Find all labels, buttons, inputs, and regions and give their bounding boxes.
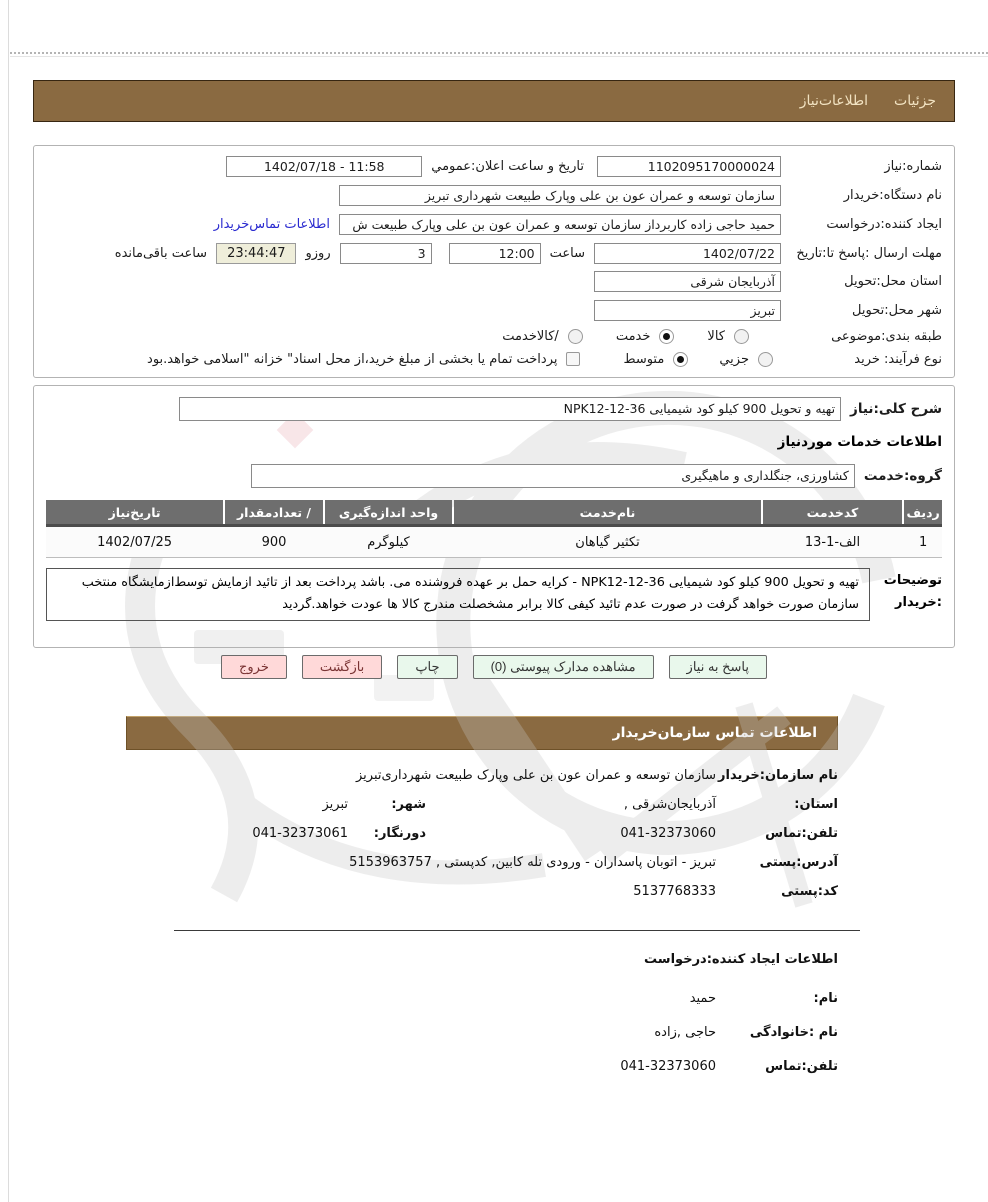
buyer-contact-link[interactable]: اطلاعات تماس‌خریدار (213, 216, 330, 232)
table-row (46, 527, 942, 558)
row-org-province-city (126, 797, 838, 817)
back-button[interactable]: بازگشت (302, 655, 382, 679)
need-general-info-box (33, 145, 955, 378)
org-contact-heading: اطلاعات تماس سازمان‌خریدار (612, 725, 817, 741)
process-type-label: نوع فرآیند: خرید (854, 351, 942, 367)
creator-info-section (126, 952, 838, 1088)
org-name-label: نام سازمان:خریدار (718, 768, 838, 783)
remaining-days-field[interactable]: 3 (340, 243, 432, 264)
buyer-notes-row (46, 568, 942, 621)
announce-datetime-label: تاریخ و ساعت اعلان:عمومي (431, 159, 584, 174)
org-postal-label: کد:پستی (781, 884, 838, 899)
radio-minor-label: جزیي (719, 351, 749, 367)
creator-first-name-label: نام: (813, 991, 838, 1006)
delivery-city-label: شهر محل:تحویل (852, 303, 942, 319)
respond-to-need-button[interactable]: پاسخ به نیاز (669, 655, 767, 679)
org-address-value: تبریز - اتوبان پاسداران - ورودی تله کابین, کدپستی , 5153963757 (349, 855, 716, 870)
row-buyer-org (46, 185, 942, 206)
services-section-heading: اطلاعات خدمات موردنیاز (777, 434, 942, 450)
deadline-hour-label: ساعت (549, 245, 585, 261)
col-quantity: / تعدادمقدار (225, 500, 323, 524)
need-number-label: شماره:نیاز (884, 159, 942, 174)
radio-goods[interactable] (734, 329, 749, 344)
row-process-type (46, 352, 942, 367)
top-tab-bar (33, 80, 955, 122)
row-creator-first-name (126, 991, 838, 1011)
org-province-label: استان: (794, 797, 838, 812)
buyer-notes-label: توضیحات :خریدار (883, 573, 942, 611)
service-group-field[interactable]: کشاورزی، جنگلداری و ماهیگیری (251, 464, 855, 488)
need-description-label: شرح کلی:نیاز (850, 401, 942, 417)
col-service-code: کدخدمت (763, 500, 902, 524)
delivery-city-field[interactable]: تبریز (594, 300, 781, 321)
org-fax-value: 041-32373061 (252, 826, 348, 841)
buyer-org-field[interactable]: سازمان توسعه و عمران عون بن علی وپارک طبیعت شهرداری تبریز (339, 185, 781, 206)
tab-details[interactable]: جزئیات (894, 93, 936, 109)
row-subject-category (46, 329, 942, 344)
creator-phone-label: تلفن:تماس (765, 1059, 838, 1074)
org-city-value: تبریز (322, 797, 348, 812)
view-attachments-button[interactable]: مشاهده مدارک پیوستی (0) (473, 655, 654, 679)
org-contact-section (126, 768, 838, 913)
row-org-phone-fax (126, 826, 838, 846)
buyer-notes-text: تهیه و تحویل 900 کیلو کود شیمیایی NPK12-12-36 - کرایه حمل بر عهده فروشنده می. باشد پرداخت بعد از تائید ازمایش توسط‌ازمایشگاه منتخب سازمان صورت خواهد گرفت در صورت عدم تائید کیفی کالا برابر مشخصلت مندرج کالا ها عودت خواهد.گردید (46, 568, 870, 621)
creator-last-name-value: حاجی ,زاده (654, 1025, 716, 1040)
treasury-checkbox-label: پرداخت تمام یا بخشی از مبلغ خرید،از محل اسناد" خزانه "اسلامی خواهد.بود (147, 351, 558, 367)
tab-need-info[interactable]: اطلاعات‌نیاز (799, 93, 869, 109)
cell-quantity: 900 (261, 534, 287, 550)
buyer-org-label: نام دستگاه:خریدار (843, 187, 942, 203)
need-description-field[interactable]: تهیه و تحویل 900 کیلو کود شیمیایی NPK12-12-36 (179, 397, 841, 421)
org-phone-label: تلفن:تماس (765, 826, 838, 841)
org-city-label: شهر: (391, 797, 426, 812)
radio-medium[interactable] (673, 352, 688, 367)
row-org-postal (126, 884, 838, 904)
cell-service-name: تکثیر گیاهان (575, 534, 640, 550)
radio-goods-service[interactable] (568, 329, 583, 344)
row-org-address (126, 855, 838, 875)
request-creator-field[interactable]: حمید حاجی زاده کاربرداز سازمان توسعه و عمران عون بن علی وپارک طبیعت ش (339, 214, 781, 235)
top-separator-shadow (10, 56, 988, 57)
org-phone-value: 041-32373060 (620, 826, 716, 841)
row-need-description (46, 397, 942, 421)
subject-category-label: طبقه بندی:موضوعی (831, 329, 942, 345)
radio-medium-label: متوسط (623, 351, 665, 367)
creator-first-name-value: حمید (689, 991, 716, 1006)
col-need-date: تاریخ‌نیاز (46, 500, 223, 524)
radio-goods-label: کالا (707, 329, 725, 345)
countdown-timer: 23:44:47 (216, 243, 296, 264)
creator-info-heading: اطلاعات ایجاد کننده:درخواست (644, 952, 838, 967)
row-request-creator (46, 214, 942, 235)
row-response-deadline (46, 243, 942, 264)
org-address-label: آدرس:پستی (759, 855, 838, 870)
radio-minor[interactable] (758, 352, 773, 367)
top-dotted-separator (10, 52, 988, 54)
delivery-province-label: استان محل:تحویل (844, 274, 942, 290)
exit-button[interactable]: خروج (221, 655, 287, 679)
radio-service[interactable] (659, 329, 674, 344)
col-row-number: ردیف (904, 500, 942, 524)
response-deadline-label: مهلت ارسال :پاسخ تا:تاریخ (796, 245, 942, 261)
request-creator-label: ایجاد کننده:درخواست (826, 216, 942, 232)
cell-service-code: الف-1-13 (804, 534, 861, 550)
row-creator-phone (126, 1059, 838, 1079)
treasury-checkbox[interactable] (566, 352, 580, 366)
page-edge-line (8, 0, 9, 1202)
cell-unit: کیلوگرم (367, 534, 410, 550)
service-group-label: گروه:خدمت (863, 468, 942, 484)
radio-service-label: خدمت (615, 329, 651, 345)
cell-row-number: 1 (918, 534, 928, 550)
org-postal-value: 5137768333 (633, 884, 716, 899)
org-contact-header (126, 716, 838, 750)
services-table (46, 500, 942, 558)
services-table-header (46, 500, 942, 527)
col-service-name: نام‌خدمت (454, 500, 761, 524)
section-divider (174, 930, 860, 931)
org-fax-label: دورنگار: (373, 826, 426, 841)
row-creator-last-name (126, 1025, 838, 1045)
need-number-field[interactable]: 1102095170000024 (597, 156, 781, 177)
col-unit: واحد اندازه‌گیری (325, 500, 452, 524)
row-org-name (126, 768, 838, 788)
row-service-group (46, 464, 942, 488)
deadline-date-field[interactable]: 1402/07/22 (594, 243, 781, 264)
row-delivery-city (46, 300, 942, 321)
org-province-value: آذربایجان‌شرقی , (623, 797, 716, 812)
creator-phone-value: 041-32373060 (620, 1059, 716, 1074)
delivery-province-field[interactable]: آذربایجان شرقی (594, 271, 781, 292)
need-services-box (33, 385, 955, 648)
row-need-number (46, 156, 942, 177)
deadline-time-field[interactable]: 12:00 (449, 243, 541, 264)
creator-last-name-label: نام :خانوادگی (749, 1025, 838, 1040)
org-name-value: سازمان توسعه و عمران عون بن علی وپارک طبیعت شهرداری‌تبریز (356, 768, 716, 783)
cell-need-date: 1402/07/25 (97, 534, 173, 550)
announce-datetime-field[interactable]: 1402/07/18 - 11:58 (226, 156, 422, 177)
action-buttons-row (33, 655, 955, 679)
remaining-hours-label: ساعت باقی‌مانده (114, 245, 208, 261)
row-delivery-province (46, 271, 942, 292)
radio-goods-service-label: /کالاخدمت (502, 329, 559, 345)
days-label: روزو (305, 245, 331, 261)
print-button[interactable]: چاپ (397, 655, 457, 679)
